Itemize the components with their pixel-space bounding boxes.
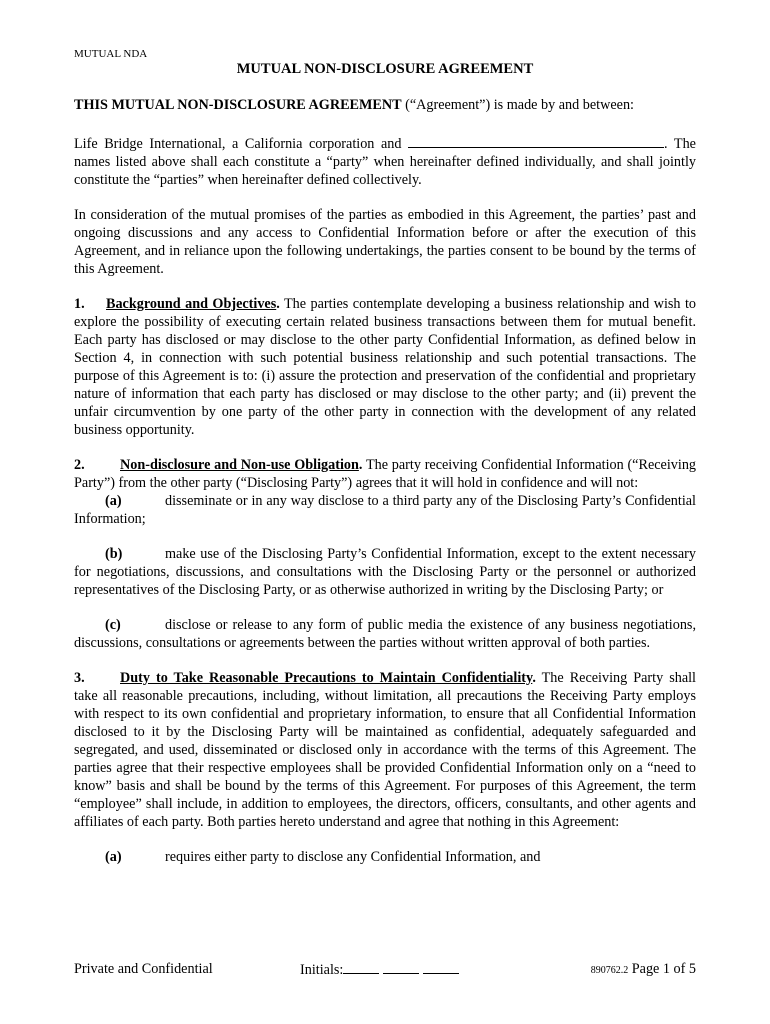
section-1-number: 1. xyxy=(74,296,85,312)
parties-text: Life Bridge International, a California corporation and xyxy=(74,136,409,152)
section-3-text: The Receiving Party shall take all reasonable precautions, including, without limitation, all precautions the Receiving Party employs with respect to its own confidential and proprietary information, to ensure that all Confidential Information disclosed to it by the Disclosing Party will be maintained as confidential, adequately safeguarded and segregated, and used, disseminated or disclosed only in accordance with the terms of this Agreement. The parties agree that their respective employees shall be provided Confidential Information only on a “need to know” basis and shall be bound by the terms of this Agreement. For purposes of this Agreement, the term “employee” shall include, in addition to employees, the directors, officers, consultants, and other agents and affiliates of each party. Both parties hereto understand and agree that nothing in this Agreement: xyxy=(74,670,696,830)
page-footer xyxy=(74,961,696,981)
item-label: (c) xyxy=(105,617,121,633)
party-name-blank[interactable] xyxy=(408,134,664,148)
item-text: disseminate or in any way disclose to a third party any of the Disclosing Party’s Confidential Information; xyxy=(74,493,696,527)
item-label: (a) xyxy=(105,493,122,509)
section-2: 2. Non-disclosure and Non-use Obligation. The party receiving Confidential Information (“Receiving Party”) from the other party (“Disclosing Party”) agrees that it will hold in confidence and will not: xyxy=(74,457,697,491)
parties-definition: The names listed above shall each constitute a “party” when hereinafter defined individually, and shall jointly constitute the “parties” when hereinafter defined collectively. xyxy=(74,136,696,188)
section-3-item-a xyxy=(74,848,696,866)
section-2-number: 2. xyxy=(74,457,85,473)
initials-field xyxy=(300,961,463,979)
section-1-text: The parties contemplate developing a business relationship and wish to explore the possibility of executing certain related business transactions between them for mutual benefit. Each party has disclosed or may disclose to the other party Confidential Information, as defined below in Section 4, in connection with such potential business relationship and such potential transactions. The purpose of this Agreement is to: (i) assure the protection and preservation of the confidential and proprietary nature of information that each party has disclosed or may disclose to the other party; and (ii) prevent the unfair circumvention by one party of the other party in connection with the development of any related business opportunity. xyxy=(74,296,696,438)
section-3: 3. Duty to Take Reasonable Precautions to Maintain Confidentiality. The Receiving Party shall take all reasonable precautions, including, without limitation, all precautions the Receiving Party employs with respect to its own confidential and proprietary information, to ensure that all Confidential Information disclosed to it by the Disclosing Party will be maintained as confidential, adequately safeguarded and segregated, and used, disseminated or disclosed only in accordance with the terms of this Agreement. The parties agree that their respective employees shall be provided Confidential Information only on a “need to know” basis and shall be bound by the terms of this Agreement. For purposes of this Agreement, the term “employee” shall include, in addition to employees, the directors, officers, consultants, and other agents and affiliates of each party. Both parties hereto understand and agree that nothing in this Agreement: xyxy=(74,670,696,830)
header-label: MUTUAL NDA xyxy=(74,48,148,60)
section-1-heading: Background and Objectives xyxy=(106,296,277,312)
footer-confidential: Private and Confidential xyxy=(74,961,213,977)
doc-number: 890762.2 xyxy=(590,965,629,976)
initials-blank-1[interactable] xyxy=(343,961,379,974)
section-2-item-c xyxy=(74,616,696,652)
parties-paragraph: Life Bridge International, a California corporation and . The names listed above shall each constitute a “party” when hereinafter defined individually, and shall jointly constitute the “parties” when hereinafter defined collectively. xyxy=(74,136,696,188)
item-text: disclose or release to any form of public media the existence of any business negotiations, discussions, consultations or agreements between the parties without written approval of both parties. xyxy=(74,617,696,651)
section-2-text: The party receiving Confidential Information (“Receiving Party”) from the other party (“Disclosing Party”) agrees that it will hold in confidence and will not: xyxy=(74,457,697,491)
initials-blank-3[interactable] xyxy=(423,961,459,974)
section-3-number: 3. xyxy=(74,670,85,686)
item-label: (a) xyxy=(105,849,122,865)
section-1: 1. Background and Objectives. The parties contemplate developing a business relationship and wish to explore the possibility of executing certain related business transactions between them for mutual benefit. Each party has disclosed or may disclose to the other party Confidential Information, as defined below in Section 4, in connection with such potential business relationship and such potential transactions. The purpose of this Agreement is to: (i) assure the protection and preservation of the confidential and proprietary nature of information that each party has disclosed or may disclose to the other party; and (ii) prevent the unfair circumvention by one party of the other party in connection with the development of any related business opportunity. xyxy=(74,296,696,438)
item-text: requires either party to disclose any Confidential Information, and xyxy=(165,849,541,865)
initials-blank-2[interactable] xyxy=(383,961,419,974)
intro-rest: (“Agreement”) is made by and between: xyxy=(401,97,634,113)
document-title: MUTUAL NON-DISCLOSURE AGREEMENT xyxy=(236,61,534,77)
document-body xyxy=(74,96,696,866)
page-number xyxy=(591,961,696,978)
intro-paragraph xyxy=(74,96,696,114)
consideration-paragraph: In consideration of the mutual promises of the parties as embodied in this Agreement, the parties’ past and ongoing discussions and any access to Confidential Information before or after the execution of this Agreement, and in reliance upon the following undertakings, the parties consent to be bound by the terms of this Agreement. xyxy=(74,207,696,277)
page-label: Page 1 of 5 xyxy=(631,961,696,977)
item-text: make use of the Disclosing Party’s Confidential Information, except to the extent necessary for negotiations, discussions, and consultations with the Disclosing Party or the personnel or authorized representatives of the Disclosing Party, or as otherwise authorized in writing by the Disclosing Party; or xyxy=(74,546,696,598)
section-2-item-a xyxy=(74,492,696,528)
section-2-item-b xyxy=(74,545,696,599)
section-2-heading: Non-disclosure and Non-use Obligation xyxy=(120,457,359,473)
item-label: (b) xyxy=(105,546,123,562)
section-3-heading: Duty to Take Reasonable Precautions to Maintain Confidentiality xyxy=(120,670,533,686)
intro-lead: THIS MUTUAL NON-DISCLOSURE AGREEMENT xyxy=(74,97,402,113)
initials-label: Initials: xyxy=(300,962,344,978)
